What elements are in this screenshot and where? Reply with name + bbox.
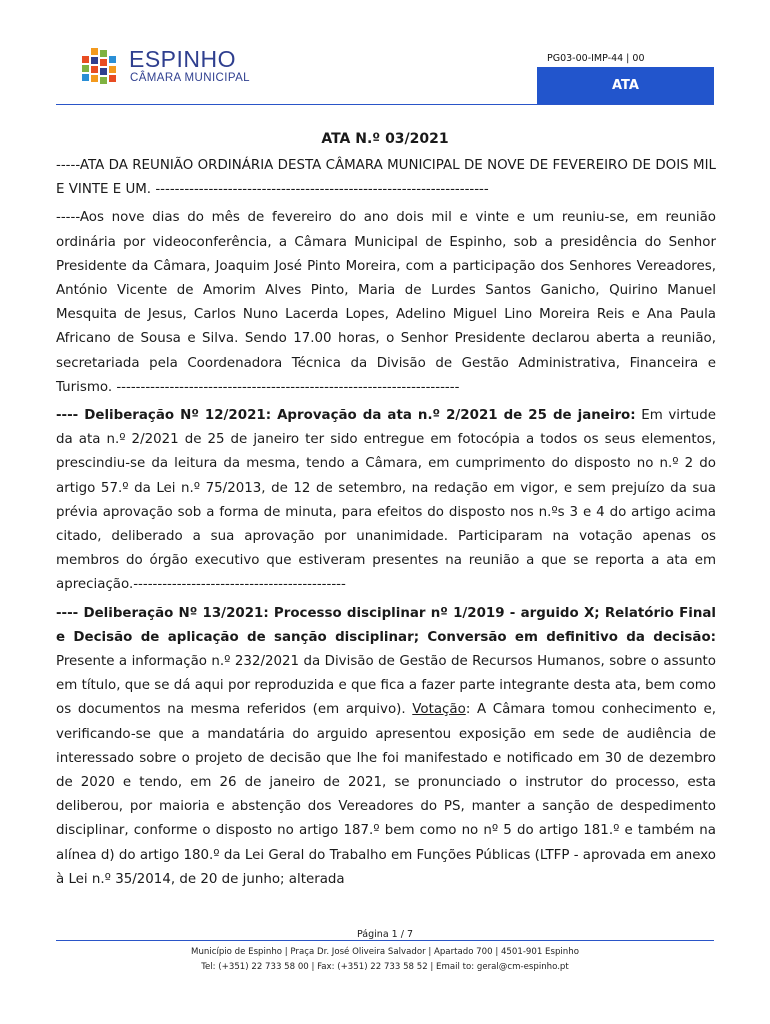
deliberation-12-heading: ---- Deliberação Nº 12/2021: Aprovação da ata n.º 2/2021 de 25 de janeiro: xyxy=(56,408,636,424)
document-code: PG03-00-IMP-44 | 00 xyxy=(547,53,645,64)
opening-paragraph: -----Aos nove dias do mês de fevereiro do ano dois mil e vinte e um reuniu-se, em reunião ordinária por videoconferência, a Câmara Municipal de Espinho, sob a presidência do Senhor Presidente da Câmara, Joaquim José Pinto Moreira, com a participação dos Senhores Vereadores, António Vicente de Amorim Alves Pinto, Maria de Lurdes Santos Ganicho, Quirino Manuel Mesquita de Jesus, Carlos Nuno Lacerda Lopes, Adelino Miguel Lino Moreira Reis e Ana Paula Africano de Sousa e Silva. Sendo 17.00 horas, o Senhor Presidente declarou aberta a reunião, secretariada pela Coordenadora Técnica da Divisão de Gestão Administrativa, Financeira e Turismo. ----------------------------------------------------------------------- xyxy=(56,210,716,395)
page-header xyxy=(0,0,770,110)
deliberation-13 xyxy=(56,602,716,892)
logo-mosaic-icon xyxy=(82,44,126,90)
document-title: ATA N.º 03/2021 xyxy=(321,131,449,147)
header-divider xyxy=(56,104,714,105)
deliberation-13-decision: : A Câmara tomou conhecimento e, verificando-se que a mandatária do arguido apresentou exposição em sede de audiência de interessado sobre o projeto de decisão que lhe foi manifestado e notificado em 30 de dezembro de 2020 e tendo, em 26 de janeiro de 2021, se pronunciado o instrutor do processo, esta deliberou, por maioria e abstenção dos Vereadores do PS, manter a sanção de despedimento disciplinar, conforme o disposto no artigo 187.º bem como no nº 5 do artigo 181.º e também na alínea d) do artigo 180.º da Lei Geral do Trabalho em Funções Públicas (LTFP - aprovada em anexo à Lei n.º 35/2014, de 20 de junho; alterada xyxy=(56,702,716,887)
intro-paragraph: -----ATA DA REUNIÃO ORDINÁRIA DESTA CÂMARA MUNICIPAL DE NOVE DE FEVEREIRO DE DOIS MIL E VINTE E UM. --------------------------------------------------------------------- xyxy=(56,158,716,198)
footer-address: Município de Espinho | Praça Dr. José Oliveira Salvador | Apartado 700 | 4501-901 Espinho xyxy=(191,947,579,957)
document-type-badge: ATA xyxy=(537,67,714,104)
logo-name: ESPINHO xyxy=(129,46,237,72)
footer-divider xyxy=(56,940,714,941)
espinho-logo xyxy=(82,44,282,92)
deliberation-13-text: Presente a informação n.º 232/2021 da Divisão de Gestão de Recursos Humanos, sobre o assunto em título, que se dá aqui por reproduzida e que fica a fazer parte integrante desta ata, bem como os documentos na mesma referidos (em arquivo). xyxy=(56,654,716,718)
vote-label: Votação xyxy=(412,702,466,718)
deliberation-12-text: Em virtude da ata n.º 2/2021 de 25 de janeiro ter sido entregue em fotocópia a todos os seus elementos, prescindiu-se da leitura da mesma, tendo a Câmara, em cumprimento do disposto no n.º 2 do artigo 57.º da Lei n.º 75/2013, de 12 de setembro, na redação em vigor, e sem prejuízo da sua prévia aprovação sob a forma de minuta, para efeitos do disposto nos n.ºs 3 e 4 do artigo acima citado, deliberado a sua aprovação por unanimidade. Participaram na votação apenas os membros do órgão executivo que estiveram presentes na reunião a que se reporta a ata em apreciação.-------------------------------------------- xyxy=(56,408,716,593)
logo-subtitle: CÂMARA MUNICIPAL xyxy=(130,72,250,84)
footer-contacts: Tel: (+351) 22 733 58 00 | Fax: (+351) 22 733 58 52 | Email to: geral@cm-espinho.pt xyxy=(201,962,569,972)
deliberation-13-heading: ---- Deliberação Nº 13/2021: Processo disciplinar nº 1/2019 - arguido X; Relatório Final e Decisão de aplicação de sanção disciplinar; Conversão em definitivo da decisão: xyxy=(56,605,716,645)
deliberation-12 xyxy=(56,404,716,598)
page-number: Página 1 / 7 xyxy=(357,929,413,940)
document-body xyxy=(56,154,716,896)
